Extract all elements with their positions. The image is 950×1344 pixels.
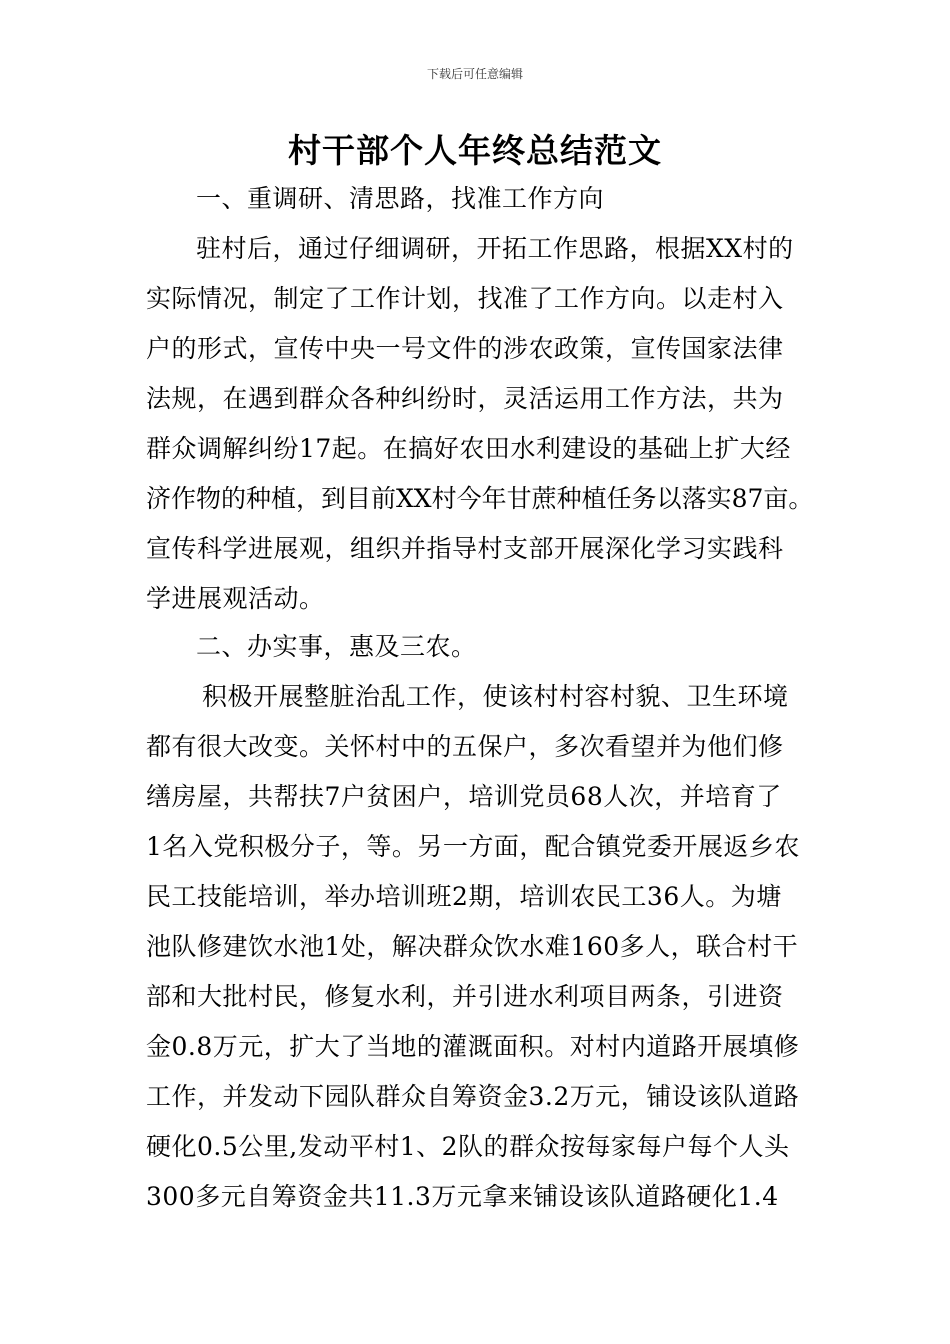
section-heading-1: 一、重调研、清思路，找准工作方向 <box>196 184 605 213</box>
paragraph-line: 学进展观活动。 <box>146 584 325 613</box>
paragraph-line: 工作，并发动下园队群众自筹资金3.2万元，铺设该队道路 <box>146 1082 800 1111</box>
paragraph-line: 都有很大改变。关怀村中的五保户，多次看望并为他们修 <box>146 732 784 761</box>
section-heading-2: 二、办实事，惠及三农。 <box>196 632 477 661</box>
paragraph-line: 群众调解纠纷17起。在搞好农田水利建设的基础上扩大经 <box>146 434 791 463</box>
document-title: 村干部个人年终总结范文 <box>288 131 662 170</box>
paragraph-line: 硬化0.5公里,发动平村1、2队的群众按每家每户每个人头 <box>146 1132 790 1161</box>
paragraph-line: 积极开展整脏治乱工作，使该村村容村貌、卫生环境 <box>202 682 789 711</box>
paragraph-line: 缮房屋，共帮扶7户贫困户，培训党员68人次，并培育了 <box>146 782 782 811</box>
paragraph-line: 部和大批村民，修复水利，并引进水利项目两条，引进资 <box>146 982 784 1011</box>
paragraph-line: 实际情况，制定了工作计划，找准了工作方向。以走村入 <box>146 284 784 313</box>
paragraph-line: 济作物的种植，到目前XX村今年甘蔗种植任务以落实87亩。 <box>146 484 814 513</box>
paragraph-line: 宣传科学进展观，组织并指导村支部开展深化学习实践科 <box>146 534 784 563</box>
paragraph-line: 池队修建饮水池1处，解决群众饮水难160多人，联合村干 <box>146 932 799 961</box>
paragraph-line: 驻村后，通过仔细调研，开拓工作思路，根据XX村的 <box>196 234 794 263</box>
paragraph-line: 1名入党积极分子，等。另一方面，配合镇党委开展返乡农 <box>146 832 800 861</box>
paragraph-line: 法规，在遇到群众各种纠纷时，灵活运用工作方法，共为 <box>146 384 784 413</box>
paragraph-line: 民工技能培训，举办培训班2期，培训农民工36人。为塘 <box>146 882 782 911</box>
header-note: 下载后可任意编辑 <box>426 67 523 81</box>
paragraph-line: 金0.8万元，扩大了当地的灌溉面积。对村内道路开展填修 <box>146 1032 800 1061</box>
paragraph-line: 300多元自筹资金共11.3万元拿来铺设该队道路硬化1.4 <box>146 1182 779 1211</box>
paragraph-line: 户的形式，宣传中央一号文件的涉农政策，宣传国家法律 <box>146 334 784 363</box>
